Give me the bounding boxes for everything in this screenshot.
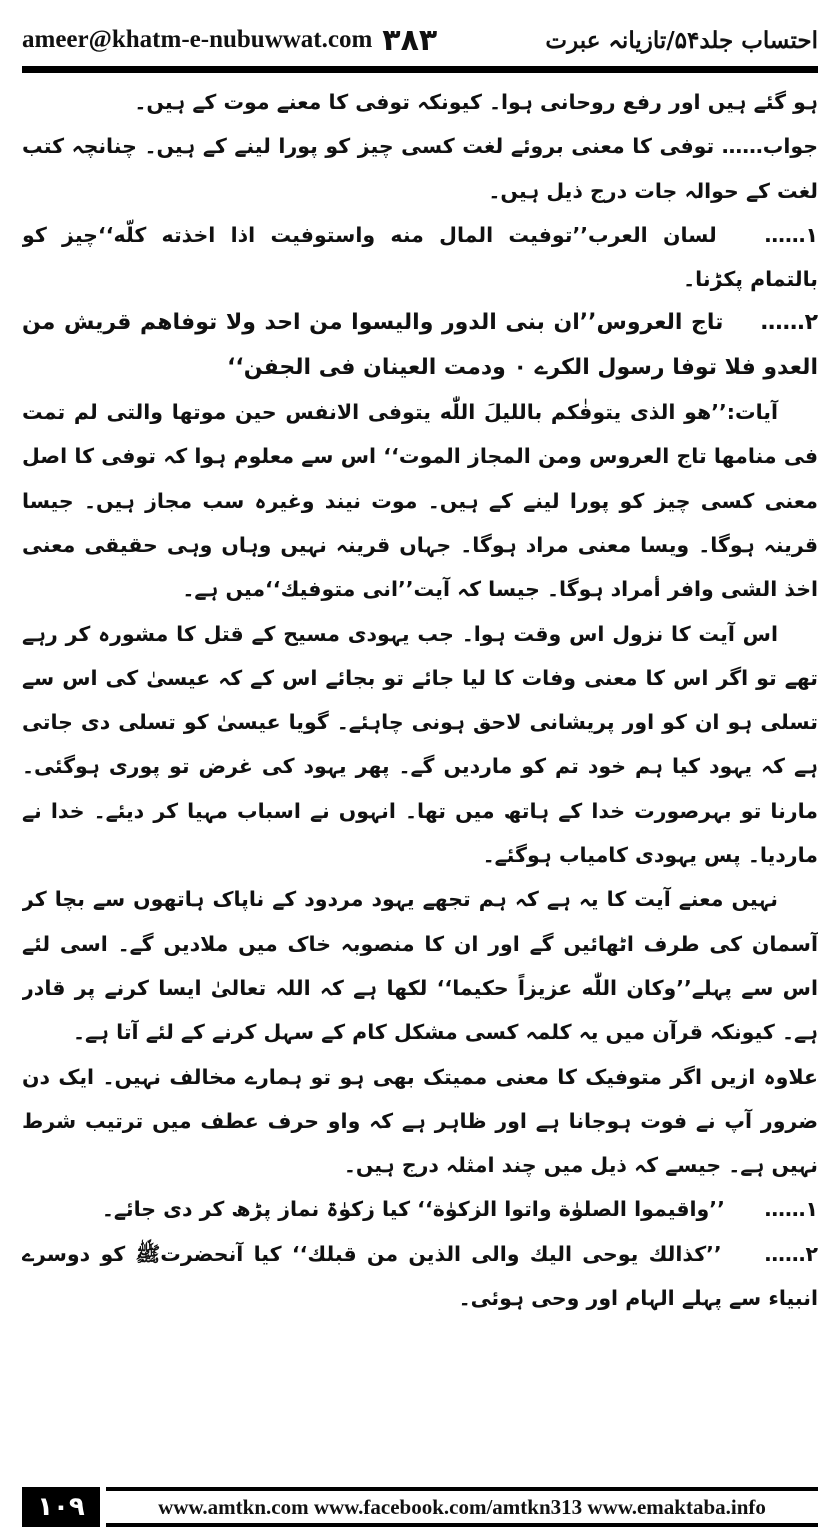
reference-text-1: لسان العرب’’توفیت المال منه واستوفیت اذا اخذته كلّه‘‘چیز کو بالتمام پکڑنا۔: [22, 222, 818, 292]
page-footer: [22, 1486, 818, 1528]
example-text-2: ’’كذالك یوحی الیك والی الذین من قبلك‘‘ کیا آنحضرتﷺ کو دوسرے انبیاء سے پہلے الہام اور وحی ہوئی۔: [22, 1241, 818, 1311]
paragraph-2: جواب…… توفی کا معنی بروئے لغت کسی چیز کو پورا لینے کے ہیں۔ چنانچہ کتب لغت کے حوالہ جات درج ذیل ہیں۔: [22, 134, 818, 203]
example-item-1: [22, 1187, 818, 1231]
example-text-1: ’’واقیموا الصلوٰة واتوا الزكوٰة‘‘ کیا زکوٰۃ نماز پڑھ کر دی جائے۔: [101, 1197, 725, 1222]
header-left: [22, 23, 437, 58]
paragraph-1: ہو گئے ہیں اور رفع روحانی ہوا۔ کیونکہ توفی کا معنے موت کے ہیں۔: [134, 90, 818, 114]
paragraph-4: اس آیت کا نزول اس وقت ہوا۔ جب یہودی مسیح کے قتل کا مشورہ کر رہے تھے تو اگر اس کا معنی وفات کا لیا جائے تو بجائے اس کے کہ عیسیٰ کی اس سے تسلی ہو ان کو اور پریشانی لاحق ہونی چاہئے۔ گویا عیسیٰ کو تسلی دی جاتی ہے کہ یہود کیا ہم خود تم کو ماردیں گے۔ پھر یہود کی غرض تو پوری ہوگئی۔ مارنا تو بہرصورت خدا کے ہاتھ میں تھا۔ انہوں نے اسباب مہیا کر دیئے۔ خدا نے ماردیا۔ پس یہودی کامیاب ہوگئے۔: [22, 621, 818, 868]
reference-number-2: ۲……: [760, 310, 818, 336]
page-header: [22, 18, 818, 62]
footer-page-number: ۱۰۹: [22, 1487, 100, 1527]
reference-item-2: [22, 301, 818, 390]
reference-text-2: تاج العروس’’ان بنی الدور والیسوا من احد ولا توفاهم قریش من العدو فلا توفا رسول الكرے ۰ ودمت العینان فی الجفن‘‘: [22, 310, 818, 380]
header-email[interactable]: ameer@khatm-e-nubuwwat.com: [22, 26, 373, 53]
running-title: احتساب جلد۵۴/تازیانہ عبرت: [545, 26, 818, 54]
reference-item-1: [22, 213, 818, 302]
page-body: [22, 80, 818, 1465]
footer-band: [106, 1487, 818, 1527]
reference-number-1: ۱……: [764, 222, 818, 247]
paragraph-3: آیات:’’هو الذی یتوفٰكم باللیلَ اللّٰه یتوفی الانفس حین موتها والتی لم تمت فی منامها تاج العروس ومن المجاز الموت‘‘ اس سے معلوم ہوا کہ توفی کا اصل معنی کسی چیز کو پورا لینے کے ہیں۔ موت نیند وغیرہ سب مجاز ہیں۔ جیسا قرینہ ہوگا۔ ویسا معنی مراد ہوگا۔ جہاں قرینہ نہیں وہاں وہی حقیقی معنی اخذ الشی وافر أمراد ہوگا۔ جیسا کہ آیت’’انی متوفیك‘‘میں ہے۔: [22, 400, 818, 602]
paragraph-6: علاوہ ازیں اگر متوفیک کا معنی ممیتک بھی ہو تو ہمارے مخالف نہیں۔ ایک دن ضرور آپ نے فوت ہوجانا ہے اور ظاہر ہے کہ واو حرف عطف میں ترتیب شرط نہیں ہے۔ جیسے کہ ذیل میں چند امثلہ درج ہیں۔: [22, 1064, 818, 1178]
example-number-1: ۱……: [764, 1197, 818, 1222]
header-rule: [22, 66, 818, 73]
header-page-number: ۳۸۳: [382, 22, 438, 58]
example-number-2: ۲……: [764, 1241, 818, 1266]
footer-links[interactable]: www.amtkn.com www.facebook.com/amtkn313 www.emaktaba.info: [158, 1494, 766, 1519]
example-item-2: [22, 1232, 818, 1321]
paragraph-5: نہیں معنے آیت کا یہ ہے کہ ہم تجھے یہود مردود کے ناپاک ہاتھوں سے بچا کر آسمان کی طرف اٹھائیں گے اور ان کا منصوبہ خاک میں ملادیں گے۔ اسی لئے اس سے پہلے’’وكان اللّٰه عزیزاً حكیما‘‘ لکھا ہے کہ اللہ تعالیٰ ایسا کرنے پر قادر ہے۔ کیونکہ قرآن میں یہ کلمہ کسی مشکل کام کے سہل کرنے کے لئے آتا ہے۔: [22, 887, 818, 1045]
